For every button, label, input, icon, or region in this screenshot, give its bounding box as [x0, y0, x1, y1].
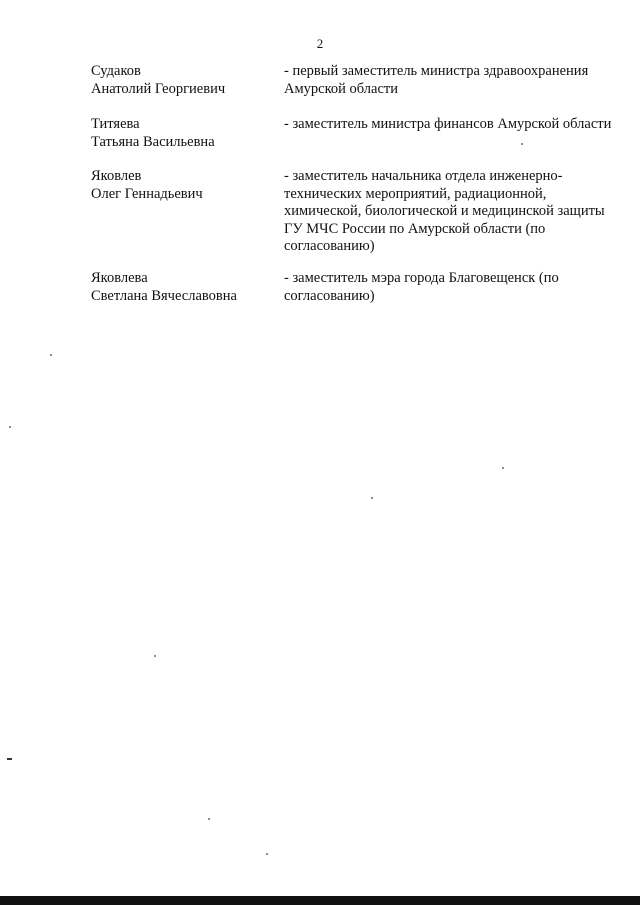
scan-speck: [502, 467, 504, 469]
scan-speck: [154, 655, 156, 657]
scan-speck: [50, 354, 52, 356]
member-surname: Титяева: [91, 116, 140, 132]
member-name: [91, 270, 276, 305]
scan-speck: [371, 497, 373, 499]
member-position: - заместитель начальника отдела инженерно-технических мероприятий, радиационной, химической, биологической и медицинской защиты ГУ МЧС России по Амурской области (по согласованию): [284, 168, 605, 254]
scan-bottom-edge: [0, 896, 640, 905]
member-surname: Яковлева: [91, 270, 148, 286]
member-given-names: Светлана Вячеславовна: [91, 287, 237, 304]
member-given-names: Олег Геннадьевич: [91, 185, 203, 202]
member-position: - заместитель министра финансов Амурской области: [284, 116, 612, 132]
scan-speck: [266, 853, 268, 855]
member-surname: Яковлев: [91, 168, 142, 184]
scan-speck: [9, 426, 11, 428]
member-position: - заместитель мэра города Благовещенск (по согласованию): [284, 270, 559, 304]
member-name: [91, 168, 276, 203]
member-given-names: Анатолий Георгиевич: [91, 80, 226, 97]
member-name: [91, 116, 276, 151]
scan-margin-mark: [7, 758, 12, 760]
member-surname: Судаков: [91, 63, 141, 79]
scan-speck: [521, 143, 523, 145]
page-number: 2: [316, 36, 324, 51]
member-given-names: Татьяна Васильевна: [91, 133, 215, 150]
member-position: - первый заместитель министра здравоохранения Амурской области: [284, 63, 589, 97]
member-name: [91, 63, 276, 98]
scan-speck: [208, 818, 210, 820]
